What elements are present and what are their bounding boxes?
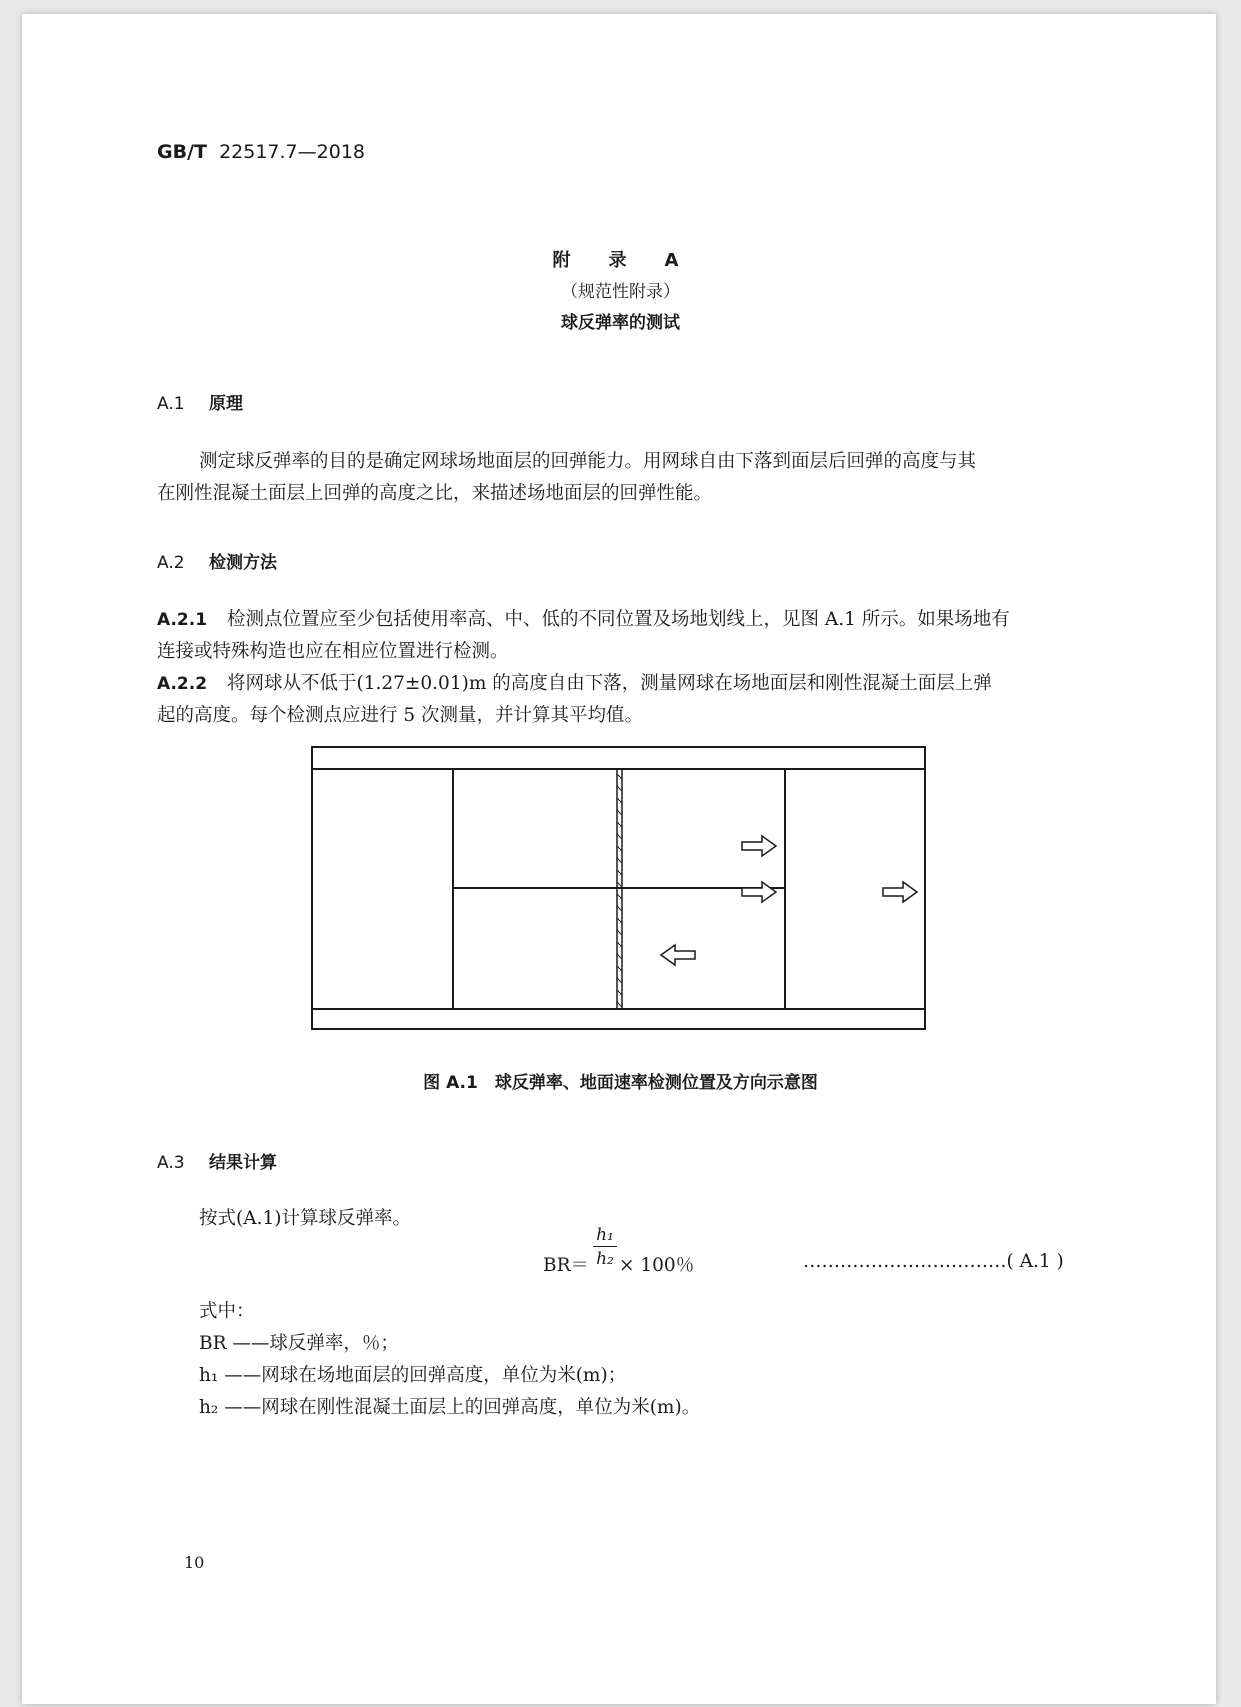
- standard-prefix: GB/T: [157, 141, 207, 163]
- annex-name: 球反弹率的测试: [561, 313, 680, 333]
- figure-caption: 图 A.1 球反弹率、地面速率检测位置及方向示意图: [423, 1073, 818, 1093]
- section-a2-heading: [157, 548, 277, 573]
- a22-line1: [157, 668, 992, 700]
- section-title: 检测方法: [209, 553, 277, 573]
- section-a3-heading: [157, 1148, 277, 1173]
- court-diagram: [311, 746, 927, 1031]
- standard-code: 22517.7—2018: [219, 141, 366, 163]
- where-h1: h₁ ——网球在场地面层的回弹高度，单位为米(m)；: [199, 1365, 627, 1386]
- equation-leader: ……………………………(: [803, 1251, 1014, 1272]
- where-intro: 式中：: [199, 1301, 255, 1322]
- formula-numerator: h₁: [593, 1224, 617, 1247]
- a21-line1: [157, 604, 1010, 636]
- annex-type: （规范性附录）: [561, 282, 680, 302]
- page-number: 10: [184, 1553, 205, 1572]
- clause-number: A.2.1: [157, 610, 208, 630]
- equation-close: ): [1056, 1251, 1064, 1272]
- formula-denominator: h₂: [596, 1249, 614, 1269]
- formula-lhs: BR＝: [543, 1255, 590, 1276]
- where-h2: h₂ ——网球在刚性混凝土面层上的回弹高度，单位为米(m)。: [199, 1397, 701, 1418]
- a22-line2: 起的高度。每个检测点应进行 5 次测量，并计算其平均值。: [157, 705, 644, 726]
- standard-number: [157, 141, 365, 163]
- clause-text: 检测点位置应至少包括使用率高、中、低的不同位置及场地划线上，见图 A.1 所示。如果场地有: [227, 609, 1010, 630]
- where-br: BR ——球反弹率，％；: [199, 1333, 399, 1354]
- section-title: 结果计算: [209, 1153, 277, 1173]
- equation-number: [803, 1251, 1064, 1272]
- formula-rhs: × 100％: [619, 1255, 695, 1276]
- a1-paragraph-line1: 测定球反弹率的目的是确定网球场地面层的回弹能力。用网球自由下落到面层后回弹的高度与其: [199, 451, 977, 472]
- arrow-right-icon: [742, 882, 776, 902]
- arrow-left-icon: [661, 945, 695, 965]
- clause-number: A.2.2: [157, 674, 208, 694]
- section-title: 原理: [209, 394, 243, 414]
- section-number: A.2: [157, 553, 185, 573]
- clause-text: 将网球从不低于(1.27±0.01)m 的高度自由下落，测量网球在场地面层和刚性混凝土面层上弹: [227, 673, 992, 694]
- a21-line2: 连接或特殊构造也应在相应位置进行检测。: [157, 641, 509, 662]
- formula-fraction: [593, 1224, 617, 1271]
- arrow-right-icon: [883, 882, 917, 902]
- section-number: A.1: [157, 394, 185, 414]
- section-a1-heading: [157, 389, 243, 414]
- annex-title: 附 录 A: [552, 250, 689, 271]
- a1-paragraph-line2: 在刚性混凝土面层上回弹的高度之比，来描述场地面层的回弹性能。: [157, 483, 713, 504]
- a3-intro: 按式(A.1)计算球反弹率。: [199, 1208, 411, 1229]
- arrow-right-icon: [742, 836, 776, 856]
- equation-label: A.1: [1019, 1251, 1051, 1272]
- section-number: A.3: [157, 1153, 185, 1173]
